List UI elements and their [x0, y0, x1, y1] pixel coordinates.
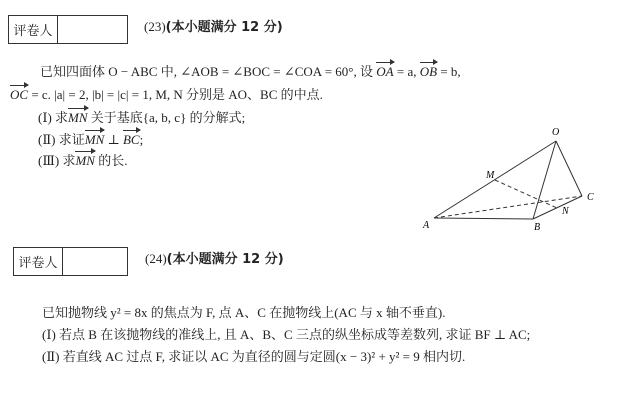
grader-label: 评卷人	[14, 248, 63, 275]
text: 关于基底{a, b, c} 的分解式;	[87, 110, 246, 125]
vector-OC: OC	[10, 84, 28, 103]
text: (Ⅲ) 求	[38, 153, 76, 168]
question-points: (本小题满分 12 分)	[165, 20, 283, 35]
q24-part-2: (Ⅱ) 若直线 AC 过点 F, 求证以 AC 为直径的圆与定圆(x − 3)² + y² = 9 相内切.	[42, 349, 466, 364]
q24-part-1: (Ⅰ) 若点 B 在该抛物线的准线上, 且 A、B、C 三点的纵坐标成等差数列, 求证 BF ⊥ AC;	[42, 327, 531, 342]
text: (Ⅰ) 求	[38, 110, 69, 125]
edge-AB	[434, 218, 533, 219]
text: ⊥	[104, 132, 123, 147]
text: ;	[139, 132, 144, 147]
vector-BC: BC	[123, 129, 140, 148]
label-C: C	[587, 192, 594, 203]
label-O: O	[552, 127, 560, 138]
question-number: (23)	[144, 19, 166, 34]
edge-OC	[556, 141, 582, 196]
vector-MN: MN	[75, 150, 95, 169]
grader-label: 评卷人	[9, 16, 58, 43]
label-M: M	[486, 170, 495, 181]
text: 已知四面体 O − ABC 中, ∠AOB = ∠BOC = ∠COA = 60°, 设	[40, 64, 377, 79]
question-number: (24)	[145, 251, 167, 266]
grader-score-field	[63, 248, 127, 275]
text: (Ⅱ) 求证	[38, 132, 85, 147]
q24-line-1: 已知抛物线 y² = 8x 的焦点为 F, 点 A、C 在抛物线上(AC 与 x 轴不垂直).	[42, 305, 446, 320]
text: 的长.	[94, 153, 128, 168]
question-24-title	[145, 248, 284, 267]
segment-MN-hidden	[495, 180, 557, 208]
vector-MN: MN	[68, 107, 88, 126]
text: = b,	[437, 64, 461, 79]
edge-OB	[533, 141, 556, 219]
grader-box-24	[13, 247, 128, 276]
vector-OB: OB	[420, 61, 437, 80]
edge-AC-hidden	[434, 196, 582, 218]
text: = a,	[393, 64, 420, 79]
text: = c. |a| = 2, |b| = |c| = 1, M, N 分别是 AO、BC 的中点.	[28, 87, 323, 102]
edge-BC	[533, 196, 582, 219]
label-B: B	[534, 222, 541, 233]
question-points: (本小题满分 12 分)	[166, 252, 284, 267]
label-N: N	[562, 206, 569, 217]
vector-OA: OA	[376, 61, 393, 80]
vector-MN: MN	[85, 129, 105, 148]
edge-OA	[434, 141, 556, 218]
label-A: A	[423, 220, 430, 231]
